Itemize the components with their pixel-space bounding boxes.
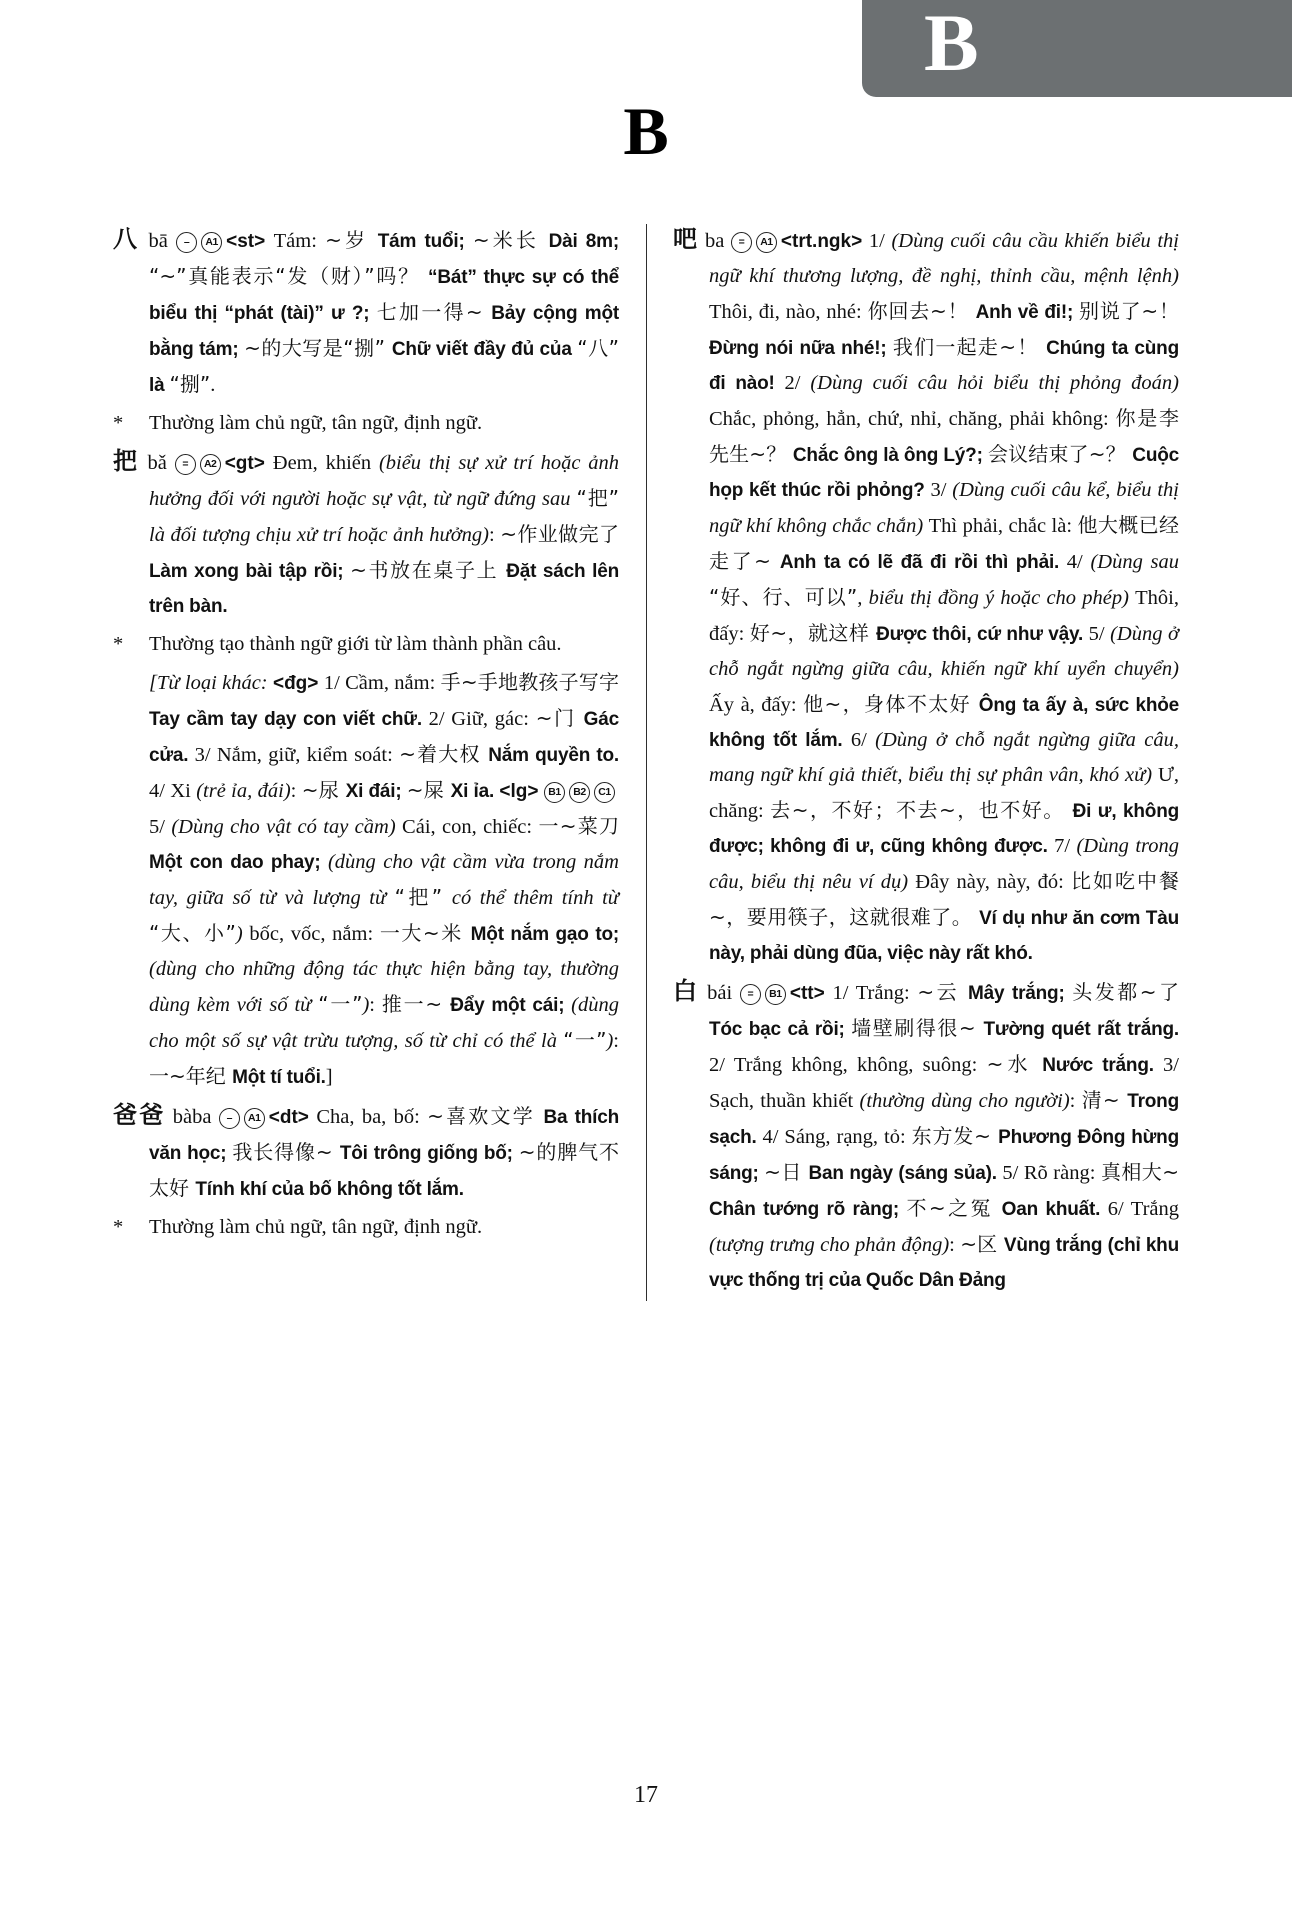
chinese-text: ~云 bbox=[917, 980, 968, 1004]
chinese-text: ~着大权 bbox=[399, 742, 489, 766]
example-translation: Ban ngày (sáng sủa). bbox=[808, 1163, 1003, 1184]
chinese-text: ~区 bbox=[960, 1232, 1004, 1256]
chinese-text: ~尿 bbox=[301, 778, 346, 802]
example-translation: Tường quét rất trắng. bbox=[983, 1019, 1179, 1040]
usage-note-italic: (Dùng cho vật có tay cầm) bbox=[171, 816, 403, 838]
usage-note-italic: (dùng cho một số sự vật trừu tượng, số từ chỉ có thể là bbox=[149, 994, 619, 1052]
usage-note bbox=[113, 1210, 619, 1245]
vietnamese-text: : bbox=[1069, 1090, 1082, 1112]
example-translation: Trong sạch. bbox=[709, 1091, 1179, 1148]
pos-tag: <trt.ngk> bbox=[780, 231, 869, 252]
chinese-text: 不~之冤 bbox=[906, 1196, 1002, 1220]
section-tab-letter: B bbox=[924, 0, 979, 88]
example-translation: Một nắm gạo to; bbox=[470, 924, 619, 945]
dict-entry bbox=[113, 1098, 619, 1207]
usage-note-italic: (biểu thị sự xử trí hoặc ảnh hưởng đối với người hoặc sự vật, từ ngữ đứng sau bbox=[149, 452, 619, 510]
vietnamese-text: 6/ bbox=[850, 729, 876, 751]
chinese-text: 去~，不好；不去~，也不好。 bbox=[770, 798, 1073, 822]
example-translation: Nắm quyền to. bbox=[488, 745, 619, 766]
example-translation: Ba thích văn học; bbox=[149, 1107, 620, 1164]
vietnamese-text: ] bbox=[325, 1066, 333, 1088]
vietnamese-text: : bbox=[488, 524, 501, 546]
dict-entry bbox=[113, 222, 619, 403]
chinese-text: 会议结束了~？ bbox=[987, 442, 1133, 466]
level-badge: = bbox=[740, 984, 761, 1005]
example-translation: Nước trắng. bbox=[1042, 1055, 1164, 1076]
right-column bbox=[673, 222, 1179, 1301]
example-translation: Ví dụ như ăn cơm Tàu này, phải dùng đũa, việc này rất khó. bbox=[709, 908, 1179, 964]
note-star: * bbox=[113, 1216, 124, 1238]
chinese-text: ~水 bbox=[986, 1052, 1043, 1076]
chinese-text: ~岁 bbox=[325, 228, 378, 252]
chinese-text: 我长得像~ bbox=[232, 1140, 340, 1164]
chinese-text: “捌” bbox=[169, 372, 211, 396]
example-translation: Ông ta ấy à, sức khỏe không tốt lắm. bbox=[709, 695, 1179, 751]
pos-tag: <dt> bbox=[268, 1107, 317, 1128]
example-translation: “Bát” thực sự có thể biểu thị “phát (tài)” ư ?; bbox=[149, 267, 619, 324]
chinese-text: 好~，就这样 bbox=[749, 621, 877, 645]
vietnamese-text: . bbox=[210, 374, 216, 396]
usage-note-italic: (Dùng sau bbox=[1090, 551, 1180, 573]
usage-note-italic: (Dùng cuối câu kể, biểu thị ngữ khí không chắc chắn) bbox=[709, 479, 1179, 537]
vietnamese-text: 4/ bbox=[1066, 551, 1091, 573]
vietnamese-text: Tám: bbox=[273, 230, 326, 252]
chinese-text: 你回去~！ bbox=[867, 299, 976, 323]
chinese-text: 手~手地教孩子写字 bbox=[440, 670, 619, 694]
chinese-text: “一” bbox=[318, 992, 363, 1016]
vietnamese-text: 3/ bbox=[930, 479, 953, 501]
usage-note-italic: (Dùng trong câu, biểu thị nêu ví dụ) bbox=[709, 835, 1179, 893]
usage-note-italic: (thường dùng cho người) bbox=[859, 1090, 1070, 1112]
chinese-text: 他~，身体不太好 bbox=[803, 692, 979, 716]
usage-note-italic: (Dùng cuối câu cầu khiến biểu thị ngữ khí thương lượng, đề nghị, thỉnh cầu, mệnh lệnh) bbox=[709, 230, 1179, 287]
chinese-text: 我们一起走~！ bbox=[892, 335, 1047, 359]
dictionary-columns bbox=[113, 222, 1179, 1301]
chinese-text: “八” bbox=[577, 336, 619, 360]
example-translation: Tính khí của bố không tốt lắm. bbox=[195, 1179, 464, 1200]
headword: 把 bbox=[113, 447, 140, 475]
chinese-text: 七加一得~ bbox=[376, 300, 492, 324]
headword: 爸爸 bbox=[113, 1101, 166, 1129]
level-badge: A1 bbox=[244, 1108, 265, 1129]
chinese-text: 你是李先生~？ bbox=[709, 406, 1179, 466]
vietnamese-text: 1/ bbox=[868, 230, 892, 252]
level-badge: – bbox=[176, 232, 197, 253]
chinese-text: 推一~ bbox=[381, 992, 451, 1016]
chinese-text: “把” bbox=[394, 885, 452, 909]
example-translation: Tôi trông giống bố; bbox=[339, 1143, 519, 1164]
level-badge: A1 bbox=[756, 232, 777, 253]
vietnamese-text: Cái, con, chiếc: bbox=[402, 816, 539, 838]
level-badge: A2 bbox=[200, 454, 221, 475]
vietnamese-text: 1/ Trắng: bbox=[832, 982, 918, 1004]
pos-tag: <lg> bbox=[499, 781, 544, 802]
example-translation: Được thôi, cứ như vậy. bbox=[876, 624, 1089, 645]
vietnamese-text: 3/ Nắm, giữ, kiểm soát: bbox=[194, 744, 400, 766]
chinese-text: ~的脾气不太好 bbox=[149, 1140, 620, 1200]
vietnamese-text: Thôi, đấy: bbox=[709, 587, 1179, 645]
usage-note-italic: (dùng cho những động tác thực hiện bằng tay, thường dùng kèm với số từ bbox=[149, 958, 619, 1016]
example-translation: Đẩy một cái; bbox=[450, 995, 572, 1016]
chinese-text: 别说了~！ bbox=[1079, 299, 1179, 323]
sub-entry bbox=[113, 665, 619, 1095]
level-badge: A1 bbox=[201, 232, 222, 253]
chinese-text: 一~年纪 bbox=[149, 1064, 233, 1088]
level-badge: = bbox=[175, 454, 196, 475]
vietnamese-text: Thường tạo thành ngữ giới từ làm thành phần câu. bbox=[149, 633, 562, 655]
example-translation: Chữ viết đầy đủ của bbox=[391, 339, 578, 360]
usage-note-italic: ) bbox=[235, 923, 250, 945]
vietnamese-text: 2/ Trắng không, không, suông: bbox=[709, 1054, 987, 1076]
column-divider bbox=[646, 224, 647, 1301]
example-translation: Anh ta có lẽ đã đi rồi thì phải. bbox=[779, 552, 1067, 573]
chinese-text: 一~菜刀 bbox=[538, 814, 619, 838]
example-translation: Chân tướng rõ ràng; bbox=[709, 1199, 907, 1220]
pinyin: ba bbox=[698, 230, 731, 252]
chinese-text: 真相大~ bbox=[1100, 1160, 1179, 1184]
vietnamese-text: Thường làm chủ ngữ, tân ngữ, định ngữ. bbox=[149, 1216, 483, 1238]
example-translation: Phương Đông hừng sáng; bbox=[709, 1127, 1179, 1184]
pinyin: bàba bbox=[165, 1106, 219, 1128]
headword: 八 bbox=[113, 225, 141, 253]
example-translation: Tay cầm tay dạy con viết chữ. bbox=[149, 709, 429, 730]
pos-tag: <gt> bbox=[224, 453, 273, 474]
vietnamese-text: 7/ bbox=[1054, 835, 1077, 857]
chinese-text: ~门 bbox=[535, 706, 584, 730]
usage-note-italic: (dùng cho vật cầm vừa trong nắm tay, giữa số từ và lượng từ bbox=[149, 851, 619, 909]
example-translation: Xi đái; bbox=[345, 781, 407, 802]
example-translation: Làm xong bài tập rồi; bbox=[149, 561, 351, 582]
usage-note-italic: ) bbox=[606, 1030, 614, 1052]
example-translation: Chúng ta cùng đi nào! bbox=[709, 338, 1179, 394]
example-translation: Cuộc họp kết thúc rồi phỏng? bbox=[709, 445, 1179, 501]
headword: 吧 bbox=[673, 225, 699, 253]
example-translation: Bảy cộng một bằng tám; bbox=[149, 303, 619, 360]
usage-note-italic: ) bbox=[362, 994, 370, 1016]
usage-note-italic: (Dùng ở chỗ ngắt ngừng giữa câu, khiến ngữ khí uyển chuyển) bbox=[709, 623, 1179, 680]
section-tab bbox=[862, 0, 1292, 97]
headword: 白 bbox=[673, 977, 700, 1005]
chinese-text: ~书放在桌子上 bbox=[350, 558, 507, 582]
chinese-text: ~米长 bbox=[472, 228, 549, 252]
vietnamese-text: bốc, vốc, nắm: bbox=[249, 923, 380, 945]
chinese-text: “~”真能表示“发（财）”吗？ bbox=[149, 264, 429, 288]
vietnamese-text: 6/ Trắng bbox=[1107, 1198, 1180, 1220]
vietnamese-text: Thì phải, chắc là: bbox=[928, 515, 1078, 537]
level-badge: B1 bbox=[544, 782, 565, 803]
example-translation: Đặt sách lên trên bàn. bbox=[149, 561, 619, 617]
pos-tag: <đg> bbox=[272, 673, 324, 694]
example-translation: Đừng nói nữa nhé!; bbox=[709, 338, 893, 359]
vietnamese-text: Chắc, phỏng, hẳn, chứ, nhỉ, chăng, phải không: bbox=[709, 408, 1116, 430]
pinyin: bā bbox=[140, 230, 177, 252]
level-badge: – bbox=[219, 1108, 240, 1129]
example-translation: Tóc bạc cả rồi; bbox=[709, 1019, 852, 1040]
vietnamese-text: 2/ Giữ, gác: bbox=[428, 708, 536, 730]
vietnamese-text: 5/ bbox=[1088, 623, 1111, 645]
vietnamese-text: Đây này, này, đó: bbox=[915, 871, 1071, 893]
vietnamese-text: Ư, chăng: bbox=[709, 764, 1179, 822]
usage-note bbox=[113, 627, 619, 662]
usage-note-italic: (Dùng ở chỗ ngắt ngừng giữa câu, mang ngữ khí giả thiết, biểu thị sự phân vân, khó xử) bbox=[709, 729, 1179, 786]
example-translation: là bbox=[149, 375, 170, 396]
note-star: * bbox=[113, 412, 124, 434]
usage-note-italic: [Từ loại khác: bbox=[149, 672, 273, 694]
vietnamese-text: : bbox=[613, 1030, 619, 1052]
example-translation: Anh về đi!; bbox=[975, 302, 1080, 323]
vietnamese-text: 4/ Sáng, rạng, tỏ: bbox=[762, 1126, 912, 1148]
note-star: * bbox=[113, 633, 124, 655]
chinese-text: “把” bbox=[576, 486, 619, 510]
chinese-text: ~的大写是“捌” bbox=[244, 336, 392, 360]
usage-note-italic: (tượng trưng cho phản động) bbox=[709, 1234, 950, 1256]
vietnamese-text: : bbox=[369, 994, 382, 1016]
chinese-text: 头发都~了 bbox=[1072, 980, 1180, 1004]
vietnamese-text: 1/ Cầm, nắm: bbox=[323, 672, 441, 694]
example-translation: Đi ư, không được; không đi ư, cũng không được. bbox=[709, 801, 1180, 857]
vietnamese-text: 5/ Rõ ràng: bbox=[1002, 1162, 1101, 1184]
chinese-text: 清~ bbox=[1081, 1088, 1128, 1112]
chinese-text: “一” bbox=[563, 1028, 607, 1052]
section-heading: B bbox=[623, 93, 669, 169]
pinyin: bǎ bbox=[139, 452, 175, 474]
example-translation: Oan khuất. bbox=[1001, 1199, 1108, 1220]
vietnamese-text: Đem, khiến bbox=[272, 452, 379, 474]
left-column bbox=[113, 222, 619, 1301]
chinese-text: 他大概已经走了~ bbox=[709, 513, 1180, 573]
vietnamese-text: 5/ bbox=[149, 816, 172, 838]
usage-note-italic: , biểu thị đồng ý hoặc cho phép) bbox=[857, 587, 1136, 609]
level-badge: B2 bbox=[569, 782, 590, 803]
example-translation: Tám tuổi; bbox=[377, 231, 473, 252]
example-translation: Chắc ông là ông Lý?; bbox=[792, 445, 988, 466]
vietnamese-text: Ấy à, đấy: bbox=[709, 694, 804, 716]
chinese-text: ~屎 bbox=[406, 778, 451, 802]
usage-note-italic: (trẻ ỉa, đái) bbox=[196, 780, 291, 802]
vietnamese-text: Thường làm chủ ngữ, tân ngữ, định ngữ. bbox=[149, 412, 483, 434]
usage-note bbox=[113, 406, 619, 441]
vietnamese-text: : bbox=[290, 780, 302, 802]
chinese-text: ~日 bbox=[764, 1160, 809, 1184]
vietnamese-text: 4/ Xi bbox=[149, 780, 197, 802]
chinese-text: “大、小” bbox=[149, 921, 236, 945]
usage-note-italic: có thể thêm tính từ bbox=[451, 887, 619, 909]
chinese-text: ~喜欢文学 bbox=[427, 1104, 544, 1128]
chinese-text: 墙壁刷得很~ bbox=[851, 1016, 984, 1040]
chinese-text: “好、行、可以” bbox=[709, 585, 858, 609]
example-translation: Dài 8m; bbox=[548, 231, 620, 252]
pos-tag: <tt> bbox=[789, 983, 833, 1004]
example-translation: Vùng trắng (chỉ khu vực thống trị của Quốc Dân Đảng bbox=[709, 1235, 1179, 1291]
chinese-text: 比如吃中餐~，要用筷子，这就很难了。 bbox=[709, 869, 1179, 929]
level-badge: = bbox=[731, 232, 752, 253]
vietnamese-text: Cha, ba, bố: bbox=[316, 1106, 428, 1128]
pinyin: bái bbox=[699, 982, 740, 1004]
example-translation: Gác cửa. bbox=[149, 709, 619, 766]
usage-note-italic: là đối tượng chịu xử trí hoặc ảnh hưởng) bbox=[149, 524, 489, 546]
example-translation: Một con dao phay; bbox=[149, 852, 328, 873]
pos-tag: <st> bbox=[226, 231, 274, 252]
chinese-text: 东方发~ bbox=[911, 1124, 999, 1148]
usage-note-italic: (Dùng cuối câu hỏi biểu thị phỏng đoán) bbox=[810, 372, 1180, 394]
chinese-text: 一大~米 bbox=[379, 921, 471, 945]
chinese-text: ~作业做完了 bbox=[500, 522, 619, 546]
vietnamese-text: 3/ Sạch, thuần khiết bbox=[709, 1054, 1179, 1112]
level-badge: B1 bbox=[765, 984, 786, 1005]
vietnamese-text: 2/ bbox=[784, 372, 811, 394]
vietnamese-text: : bbox=[949, 1234, 961, 1256]
example-translation: Mây trắng; bbox=[968, 983, 1073, 1004]
example-translation: Xi ỉa. bbox=[450, 781, 500, 802]
dict-entry bbox=[113, 444, 619, 624]
example-translation: Một tí tuổi. bbox=[232, 1067, 326, 1088]
level-badge: C1 bbox=[594, 782, 615, 803]
dict-entry bbox=[673, 222, 1179, 971]
page-number: 17 bbox=[634, 1782, 658, 1808]
dict-entry bbox=[673, 974, 1179, 1298]
vietnamese-text: Thôi, đi, nào, nhé: bbox=[709, 301, 868, 323]
